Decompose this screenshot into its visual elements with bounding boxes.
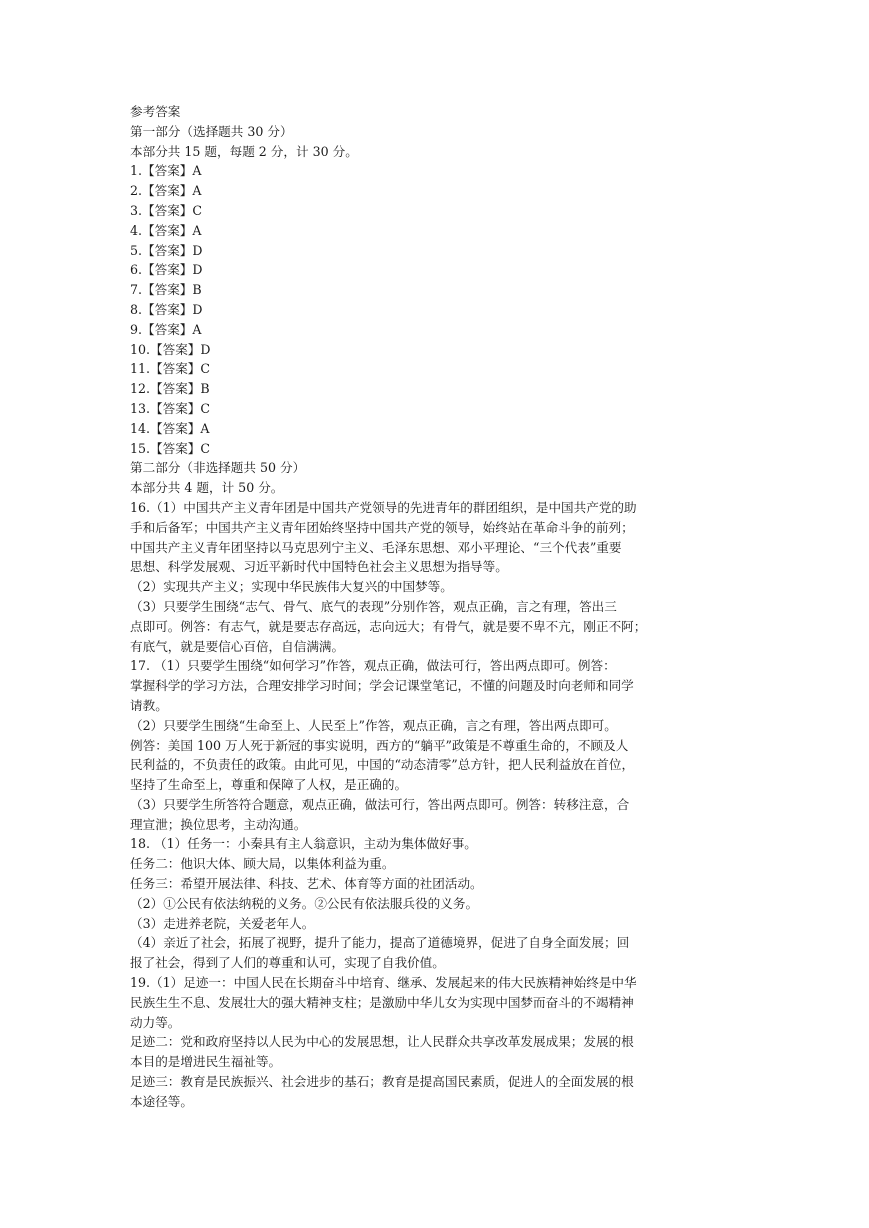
answer-item: 11.【答案】C [130,361,211,377]
text-line: （2）只要学生围绕“生命至上、人民至上”作答，观点正确，言之有理，答出两点即可。 [130,717,617,733]
answer-item: 8.【答案】D [130,301,203,317]
text-line: 手和后备军；中国共产主义青年团始终坚持中国共产党的领导，始终站在革命斗争的前列； [130,519,634,535]
part2-heading: 第二部分（非选择题共 50 分） [130,460,306,476]
answer-item: 5.【答案】D [130,242,203,258]
text-line: 本目的是增进民生福祉等。 [130,1054,282,1070]
text-line: 本途径等。 [130,1093,193,1109]
text-line: 任务三：希望开展法律、科技、艺术、体育等方面的社团活动。 [130,876,483,892]
text-line: 点即可。例答：有志气，就是要志存高远，志向远大；有骨气，就是要不卑不亢，刚正不阿； [130,618,647,634]
text-line: （2）①公民有依法纳税的义务。②公民有依法服兵役的义务。 [130,895,479,911]
text-line: 思想、科学发展观、习近平新时代中国特色社会主义思想为指导等。 [130,559,508,575]
text-line: 报了社会，得到了人们的尊重和认可，实现了自我价值。 [130,955,445,971]
text-line: 掌握科学的学习方法，合理安排学习时间；学会记课堂笔记，不懂的问题及时向老师和同学 [130,678,634,694]
part1-intro: 本部分共 15 题，每题 2 分，计 30 分。 [130,143,358,159]
text-line: 民族生生不息、发展壮大的强大精神支柱；是激励中华儿女为实现中国梦而奋斗的不竭精神 [130,994,634,1010]
text-line: 16.（1）中国共产主义青年团是中国共产党领导的先进青年的群团组织，是中国共产党的助 [130,499,637,515]
text-line: （2）实现共产主义；实现中华民族伟大复兴的中国梦等。 [130,579,453,595]
part1-heading: 第一部分（选择题共 30 分） [130,123,293,139]
text-line: 任务二：他识大体、顾大局，以集体利益为重。 [130,856,395,872]
part2-intro: 本部分共 4 题，计 50 分。 [130,480,284,496]
answer-item: 1.【答案】A [130,163,202,179]
text-line: 动力等。 [130,1014,181,1030]
text-line: 例答：美国 100 万人死于新冠的事实说明，西方的“躺平”政策是不尊重生命的，不顾及人 [130,737,629,753]
text-line: 坚持了生命至上，尊重和保障了人权，是正确的。 [130,777,408,793]
answer-item: 10.【答案】D [130,341,211,357]
text-line: （3）走进养老院，关爱老年人。 [130,915,315,931]
text-line: 理宣泄；换位思考，主动沟通。 [130,816,307,832]
answer-item: 6.【答案】D [130,262,203,278]
text-line: 民利益的，不负责任的政策。由此可见，中国的“动态清零”总方针，把人民利益放在首位， [130,757,635,773]
answer-item: 9.【答案】A [130,321,202,337]
answer-item: 2.【答案】A [130,183,202,199]
text-line: 17. （1）只要学生围绕“如何学习”作答，观点正确，做法可行，答出两点即可。例答： [130,658,616,674]
text-line: （3）只要学生围绕“志气、骨气、底气的表现”分别作答，观点正确，言之有理，答出三 [130,598,617,614]
answer-item: 4.【答案】A [130,222,202,238]
text-line: 中国共产主义青年团坚持以马克思列宁主义、毛泽东思想、邓小平理论、“三个代表”重要 [130,539,622,555]
answer-item: 12.【答案】B [130,381,210,397]
text-line: （3）只要学生所答符合题意，观点正确，做法可行，答出两点即可。例答：转移注意，合 [130,796,630,812]
answer-item: 14.【答案】A [130,420,210,436]
text-line: 18. （1）任务一：小秦具有主人翁意识，主动为集体做好事。 [130,836,477,852]
answer-item: 13.【答案】C [130,400,211,416]
text-line: （4）亲近了社会，拓展了视野，提升了能力，提高了道德境界，促进了自身全面发展；回 [130,935,630,951]
text-line: 足迹二：党和政府坚持以人民为中心的发展思想，让人民群众共享改革发展成果；发展的根 [130,1034,634,1050]
text-line: 足迹三：教育是民族振兴、社会进步的基石；教育是提高国民素质，促进人的全面发展的根 [130,1074,634,1090]
answer-key-document [130,102,742,1112]
part2-answer-text [130,498,742,1112]
answer-item: 7.【答案】B [130,282,202,298]
text-line: 有底气，就是要信心百倍，自信满满。 [130,638,345,654]
document-title: 参考答案 [130,104,181,119]
text-line: 19.（1）足迹一：中国人民在长期奋斗中培育、继承、发展起来的伟大民族精神始终是中华 [130,975,637,991]
answer-item: 3.【答案】C [130,202,203,218]
answer-item: 15.【答案】C [130,440,211,456]
text-line: 请教。 [130,697,168,713]
part1-answer-list [130,161,742,458]
